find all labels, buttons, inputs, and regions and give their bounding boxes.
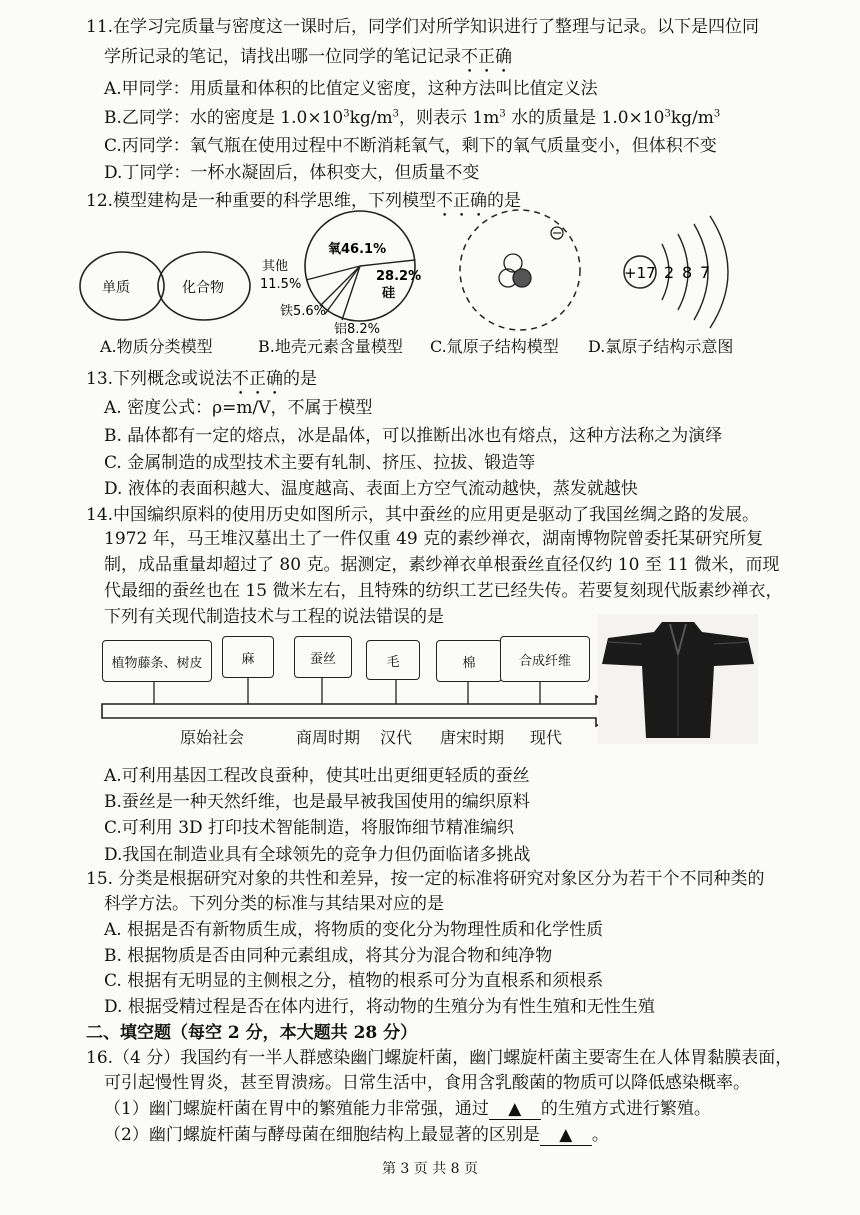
pie-divider bbox=[360, 260, 415, 266]
q16-stem-line2: 可引起慢性胃炎，甚至胃溃疡。日常生活中，食用含乳酸菌的物质可以降低感染概率。 bbox=[104, 1073, 750, 1093]
q13-stem: 13.下列概念或说法不正确的是 bbox=[86, 369, 318, 389]
caption-c: C.氚原子结构模型 bbox=[430, 337, 559, 356]
material-box-cotton: 棉 bbox=[436, 640, 502, 682]
shell-count-1: 2 bbox=[664, 263, 675, 282]
pie-label-other: 其他 bbox=[262, 259, 289, 274]
venn-label-left: 单质 bbox=[102, 280, 130, 296]
q15-option-c: C. 根据有无明显的主侧根之分，植物的根系可分为直根系和须根系 bbox=[104, 971, 604, 991]
q14-option-a: A.可利用基因工程改良蚕种，使其吐出更细更轻质的蚕丝 bbox=[104, 766, 530, 786]
answer-blank-2[interactable]: ▲ bbox=[540, 1125, 592, 1146]
q14-stem-line2: 1972 年，马王堆汉墓出土了一件仅重 49 克的素纱禅衣，湖南博物院曾委托某研究所复 bbox=[104, 529, 764, 549]
neutron-icon bbox=[513, 269, 531, 287]
q15-option-d: D. 根据受精过程是否在体内进行，将动物的生殖分为有性生殖和无性生殖 bbox=[104, 997, 655, 1017]
q15-stem-line2: 科学方法。下列分类的标准与其结果对应的是 bbox=[104, 894, 444, 914]
electron-shell-arc bbox=[710, 216, 728, 328]
era-han: 汉代 bbox=[380, 728, 413, 747]
answer-blank-1[interactable]: ▲ bbox=[489, 1099, 541, 1120]
q14-stem-line4: 代最细的蚕丝也在 15 微米左右，且特殊的纺织工艺已经失传。若要复刻现代版素纱禅衣， bbox=[104, 581, 783, 601]
pie-label-iron: 铁5.6% bbox=[280, 304, 327, 319]
q14-option-c: C.可利用 3D 打印技术智能制造，将服饰细节精准编织 bbox=[104, 818, 515, 838]
q15-stem-line1: 15. 分类是根据研究对象的共性和差异，按一定的标准将研究对象区分为若干个不同种类的 bbox=[86, 869, 765, 889]
q13-option-b: B. 晶体都有一定的熔点，冰是晶体，可以推断出冰也有熔点，这种方法称之为演绎 bbox=[104, 426, 723, 446]
pie-label-oxygen: 氧46.1% bbox=[328, 242, 387, 257]
material-box-wool: 毛 bbox=[366, 640, 420, 680]
q13-option-d: D. 液体的表面积越大、温度越高、表面上方空气流动越快，蒸发就越快 bbox=[104, 479, 638, 499]
caption-a: A.物质分类模型 bbox=[100, 337, 213, 356]
q16-stem-line1: 16.（4 分）我国约有一半人群感染幽门螺旋杆菌，幽门螺旋杆菌主要寄生在人体胃黏膜表面， bbox=[86, 1048, 793, 1068]
material-box-synthetic: 合成纤维 bbox=[500, 636, 590, 682]
q13-option-a: A. 密度公式：ρ=m/V，不属于模型 bbox=[104, 398, 373, 418]
era-shang-zhou: 商周时期 bbox=[296, 728, 361, 747]
gauze-robe-image bbox=[598, 614, 758, 744]
emphasis-not-correct: 不正确 bbox=[461, 47, 512, 67]
q12-model-figures bbox=[70, 208, 790, 338]
q11-option-a: A.甲同学：用质量和体积的比值定义密度，这种方法叫比值定义法 bbox=[104, 79, 598, 99]
nucleus-charge: +17 bbox=[624, 264, 656, 282]
q14-option-d: D.我国在制造业具有全球领先的竞争力但仍面临诸多挑战 bbox=[104, 845, 531, 865]
q11-stem-line2: 学所记录的笔记，请找出哪一位同学的笔记记录不正确 bbox=[104, 47, 512, 67]
q11-stem-line1: 11.在学习完质量与密度这一课时后，同学们对所学知识进行了整理与记录。以下是四位同 bbox=[86, 17, 760, 37]
shell-count-3: 7 bbox=[700, 263, 711, 282]
q13-option-c: C. 金属制造的成型技术主要有轧制、挤压、拉拔、锻造等 bbox=[104, 453, 536, 473]
q16-part1: （1）幽门螺旋杆菌在胃中的繁殖能力非常强，通过 ▲ 的生殖方式进行繁殖。 bbox=[104, 1099, 711, 1119]
q14-option-b: B.蚕丝是一种天然纤维，也是最早被我国使用的编织原料 bbox=[104, 792, 530, 812]
venn-diagram bbox=[80, 252, 250, 320]
caption-d: D.氯原子结构示意图 bbox=[588, 337, 734, 356]
era-modern: 现代 bbox=[530, 728, 563, 747]
era-primitive: 原始社会 bbox=[180, 728, 245, 747]
pie-label-aluminum: 铝8.2% bbox=[334, 322, 381, 337]
q12-stem: 12.模型建构是一种重要的科学思维，下列模型不正确的是 bbox=[86, 191, 522, 211]
material-box-hemp: 麻 bbox=[222, 636, 274, 678]
crust-pie-chart bbox=[260, 211, 421, 337]
q14-stem-line1: 14.中国编织原料的使用历史如图所示，其中蚕丝的应用更是驱动了我国丝绸之路的发展。 bbox=[86, 505, 760, 525]
q11-option-d: D.丁同学：一杯水凝固后，体积变大，但质量不变 bbox=[104, 163, 480, 183]
q16-part2: （2）幽门螺旋杆菌与酵母菌在细胞结构上最显著的区别是 ▲ 。 bbox=[104, 1125, 609, 1145]
q15-option-b: B. 根据物质是否由同种元素组成，将其分为混合物和纯净物 bbox=[104, 946, 553, 966]
chlorine-atom-diagram bbox=[624, 216, 728, 328]
q11-option-c: C.丙同学：氧气瓶在使用过程中不断消耗氧气，剩下的氧气质量变小，但体积不变 bbox=[104, 136, 717, 156]
pie-label-silicon-pct: 28.2% bbox=[376, 269, 422, 284]
material-box-silk: 蚕丝 bbox=[294, 636, 352, 678]
material-box-vine-bark: 植物藤条、树皮 bbox=[102, 640, 212, 682]
caption-b: B.地壳元素含量模型 bbox=[258, 337, 403, 356]
q15-option-a: A. 根据是否有新物质生成，将物质的变化分为物理性质和化学性质 bbox=[104, 920, 604, 940]
page-number: 第 3 页 共 8 页 bbox=[381, 1161, 479, 1177]
venn-label-right: 化合物 bbox=[182, 280, 224, 296]
pie-label-other-pct: 11.5% bbox=[260, 277, 302, 292]
q11-option-b: B.乙同学：水的密度是 $1.0\times 10^3kg/m^3$，则表示 $1m^3$ 水的质量是 $1.0\times 10^3kg/m^3$ bbox=[104, 108, 721, 128]
q14-stem-line3: 制，成品重量却超过了 80 克。据测定，素纱禅衣单根蚕丝直径仅约 10 至 11 微米，而现 bbox=[104, 555, 780, 575]
tritium-atom-model bbox=[460, 210, 580, 330]
pie-label-silicon: 硅 bbox=[382, 286, 396, 301]
era-tang-song: 唐宋时期 bbox=[440, 728, 505, 747]
shell-count-2: 8 bbox=[682, 263, 693, 282]
section-heading-fill-in: 二、填空题（每空 2 分，本大题共 28 分） bbox=[86, 1023, 418, 1043]
q14-stem-line5: 下列有关现代制造技术与工程的说法错误的是 bbox=[104, 607, 444, 627]
